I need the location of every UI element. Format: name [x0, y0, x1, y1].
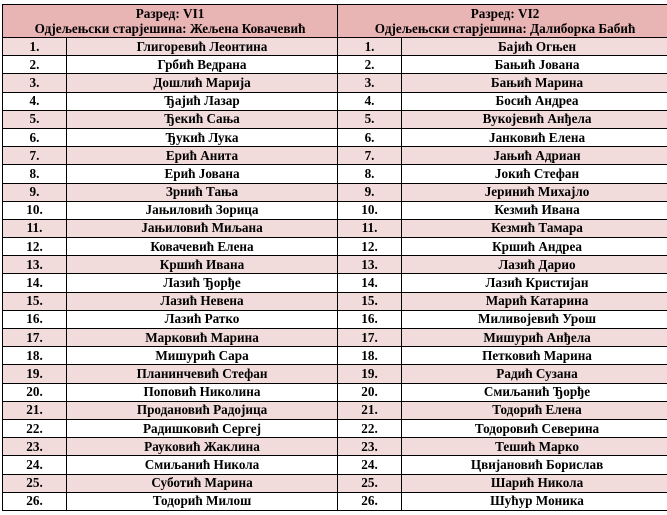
class-title: Разред: VI1	[135, 6, 205, 21]
student-name-vi2: Вукојевић Анђела	[402, 110, 667, 128]
class-title: Разред: VI2	[470, 6, 540, 21]
student-row	[3, 347, 667, 365]
student-number-vi1: 19.	[3, 365, 67, 383]
student-number-vi2: 20.	[338, 383, 402, 401]
student-number-vi2: 22.	[338, 419, 402, 437]
student-name-vi1: Јањиловић Миљана	[67, 219, 338, 237]
student-number-vi1: 25.	[3, 474, 67, 492]
student-name-vi1: Ерић Анита	[67, 147, 338, 165]
student-row	[3, 274, 667, 292]
student-number-vi1: 16.	[3, 310, 67, 328]
student-name-vi1: Смиљанић Никола	[67, 456, 338, 474]
student-name-vi1: Ђукић Лука	[67, 128, 338, 146]
student-number-vi2: 6.	[338, 128, 402, 146]
student-number-vi1: 20.	[3, 383, 67, 401]
student-name-vi1: Грбић Ведрана	[67, 56, 338, 74]
student-number-vi2: 15.	[338, 292, 402, 310]
student-number-vi2: 11.	[338, 219, 402, 237]
student-name-vi2: Кршић Андреа	[402, 238, 667, 256]
student-row	[3, 56, 667, 74]
student-name-vi2: Миливојевић Урош	[402, 310, 667, 328]
student-name-vi2: Кезмић Тамара	[402, 219, 667, 237]
student-name-vi2: Марић Катарина	[402, 292, 667, 310]
student-number-vi2: 8.	[338, 165, 402, 183]
student-name-vi1: Дошлић Марија	[67, 74, 338, 92]
student-row	[3, 492, 667, 510]
student-number-vi2: 7.	[338, 147, 402, 165]
student-name-vi2: Јеринић Михајло	[402, 183, 667, 201]
student-name-vi2: Тодорић Елена	[402, 401, 667, 419]
student-number-vi1: 12.	[3, 238, 67, 256]
student-number-vi2: 4.	[338, 92, 402, 110]
student-name-vi1: Поповић Николина	[67, 383, 338, 401]
student-number-vi1: 7.	[3, 147, 67, 165]
student-number-vi1: 5.	[3, 110, 67, 128]
student-number-vi1: 11.	[3, 219, 67, 237]
student-number-vi1: 23.	[3, 438, 67, 456]
student-number-vi2: 17.	[338, 329, 402, 347]
student-number-vi1: 2.	[3, 56, 67, 74]
student-number-vi1: 4.	[3, 92, 67, 110]
student-number-vi2: 18.	[338, 347, 402, 365]
student-row	[3, 329, 667, 347]
student-name-vi1: Марковић Марина	[67, 329, 338, 347]
student-number-vi2: 1.	[338, 38, 402, 56]
student-row	[3, 183, 667, 201]
student-name-vi2: Шућур Моника	[402, 492, 667, 510]
student-number-vi2: 25.	[338, 474, 402, 492]
student-name-vi2: Тодоровић Северина	[402, 419, 667, 437]
student-name-vi2: Бањић Јована	[402, 56, 667, 74]
class-teacher: Одјељењски старјешина: Жељена Ковачевић	[34, 21, 306, 36]
student-number-vi1: 18.	[3, 347, 67, 365]
student-row	[3, 292, 667, 310]
student-name-vi1: Лазић Ратко	[67, 310, 338, 328]
student-row	[3, 165, 667, 183]
student-number-vi2: 21.	[338, 401, 402, 419]
student-name-vi2: Тешић Марко	[402, 438, 667, 456]
student-number-vi2: 16.	[338, 310, 402, 328]
student-name-vi2: Кезмић Ивана	[402, 201, 667, 219]
student-name-vi1: Лазић Ђорђе	[67, 274, 338, 292]
student-row	[3, 219, 667, 237]
student-number-vi2: 24.	[338, 456, 402, 474]
student-name-vi2: Радић Сузана	[402, 365, 667, 383]
student-row	[3, 74, 667, 92]
student-name-vi1: Продановић Радојица	[67, 401, 338, 419]
student-row	[3, 147, 667, 165]
student-name-vi2: Јанковић Елена	[402, 128, 667, 146]
student-number-vi1: 17.	[3, 329, 67, 347]
roster-body	[3, 5, 667, 511]
student-number-vi1: 24.	[3, 456, 67, 474]
student-name-vi1: Суботић Марина	[67, 474, 338, 492]
student-row	[3, 110, 667, 128]
student-number-vi2: 13.	[338, 256, 402, 274]
student-number-vi2: 12.	[338, 238, 402, 256]
student-name-vi2: Босић Андреа	[402, 92, 667, 110]
student-row	[3, 438, 667, 456]
student-number-vi2: 9.	[338, 183, 402, 201]
student-name-vi1: Лазић Невена	[67, 292, 338, 310]
student-row	[3, 201, 667, 219]
student-row	[3, 383, 667, 401]
student-number-vi2: 10.	[338, 201, 402, 219]
student-number-vi1: 21.	[3, 401, 67, 419]
class-header-vi1	[3, 5, 338, 38]
student-name-vi1: Планинчевић Стефан	[67, 365, 338, 383]
student-row	[3, 128, 667, 146]
student-name-vi2: Лазић Кристијан	[402, 274, 667, 292]
student-row	[3, 38, 667, 56]
student-name-vi1: Кршић Ивана	[67, 256, 338, 274]
student-number-vi1: 9.	[3, 183, 67, 201]
student-row	[3, 456, 667, 474]
student-name-vi1: Тодорић Милош	[67, 492, 338, 510]
student-number-vi1: 6.	[3, 128, 67, 146]
student-name-vi2: Мишурић Анђела	[402, 329, 667, 347]
student-row	[3, 238, 667, 256]
student-number-vi1: 15.	[3, 292, 67, 310]
student-number-vi1: 22.	[3, 419, 67, 437]
student-number-vi2: 26.	[338, 492, 402, 510]
student-number-vi1: 14.	[3, 274, 67, 292]
student-name-vi1: Глигоревић Леонтина	[67, 38, 338, 56]
student-row	[3, 256, 667, 274]
student-name-vi1: Ерић Јована	[67, 165, 338, 183]
student-number-vi2: 3.	[338, 74, 402, 92]
student-number-vi2: 14.	[338, 274, 402, 292]
student-number-vi2: 2.	[338, 56, 402, 74]
student-name-vi2: Јокић Стефан	[402, 165, 667, 183]
student-name-vi1: Ђајић Лазар	[67, 92, 338, 110]
student-number-vi1: 3.	[3, 74, 67, 92]
student-row	[3, 474, 667, 492]
student-number-vi2: 23.	[338, 438, 402, 456]
student-name-vi2: Шарић Никола	[402, 474, 667, 492]
student-row	[3, 365, 667, 383]
student-number-vi1: 1.	[3, 38, 67, 56]
student-number-vi1: 10.	[3, 201, 67, 219]
student-name-vi1: Радишковић Сергеј	[67, 419, 338, 437]
student-name-vi1: Ковачевић Елена	[67, 238, 338, 256]
student-name-vi2: Цвијановић Борислав	[402, 456, 667, 474]
class-teacher: Одјељењски старјешина: Далиборка Бабић	[374, 21, 636, 36]
student-number-vi1: 13.	[3, 256, 67, 274]
student-number-vi2: 5.	[338, 110, 402, 128]
student-name-vi2: Смиљанић Ђорђе	[402, 383, 667, 401]
student-number-vi1: 8.	[3, 165, 67, 183]
student-number-vi2: 19.	[338, 365, 402, 383]
student-name-vi1: Зрнић Тања	[67, 183, 338, 201]
student-name-vi1: Ђекић Сања	[67, 110, 338, 128]
student-row	[3, 419, 667, 437]
student-name-vi2: Лазић Дарио	[402, 256, 667, 274]
student-name-vi2: Бајић Огњен	[402, 38, 667, 56]
student-row	[3, 310, 667, 328]
student-name-vi2: Јањић Адриан	[402, 147, 667, 165]
student-name-vi2: Петковић Марина	[402, 347, 667, 365]
student-name-vi1: Јањиловић Зорица	[67, 201, 338, 219]
student-name-vi2: Бањић Марина	[402, 74, 667, 92]
student-row	[3, 92, 667, 110]
student-number-vi1: 26.	[3, 492, 67, 510]
student-row	[3, 401, 667, 419]
student-name-vi1: Мишурић Сара	[67, 347, 338, 365]
class-roster-table	[2, 4, 667, 511]
header-row	[3, 5, 667, 38]
class-header-vi2	[338, 5, 667, 38]
student-name-vi1: Рауковић Жаклина	[67, 438, 338, 456]
